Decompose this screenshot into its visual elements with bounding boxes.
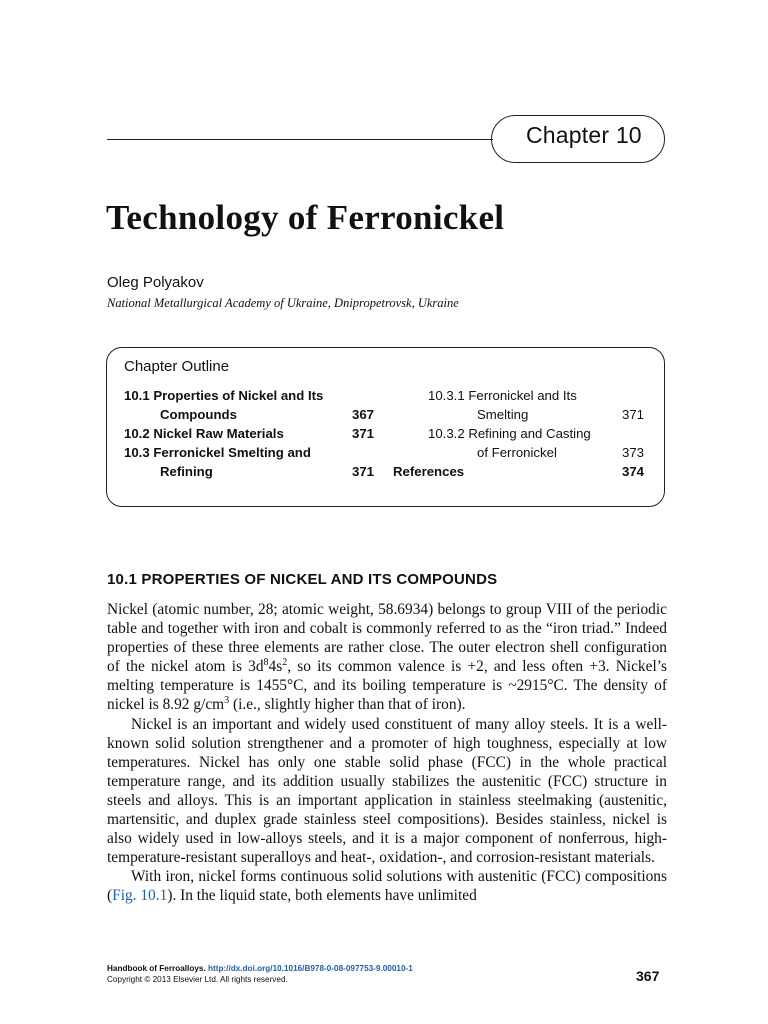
paragraph-3: With iron, nickel forms continuous solid solutions with austenitic (FCC) compositions (Fig. 10.1). In the liquid state, both elements have unlimited bbox=[107, 868, 667, 905]
outline-item-references[interactable]: References bbox=[393, 464, 465, 479]
footer-reference: Handbook of Ferroalloys. http://dx.doi.org/10.1016/B978-0-08-097753-9.00010-1 bbox=[107, 964, 413, 973]
paragraph-2: Nickel is an important and widely used constituent of many alloy steels. It is a well-known solid solution strengthener and a promoter of high toughness, especially at low temperatures. Nickel has only one stable solid phase (FCC) in the whole practical temperature range, and its addition usually stabilizes the austenitic (FCC) structure in steels and alloys. This is an important application in stainless steelmaking (austenitic, martensitic, and duplex grade stainless steel compositions). Besides stainless, nickel is also widely used in low-alloys steels, and it is a major component of nonferrous, high-temperature-resistant superalloys and heat-, oxidation-, and corrosion-resistant materials. bbox=[107, 715, 667, 867]
page-number: 367 bbox=[636, 968, 660, 984]
section-heading: 10.1 PROPERTIES OF NICKEL AND ITS COMPOUNDS bbox=[107, 571, 498, 588]
chapter-title: Technology of Ferronickel bbox=[106, 198, 505, 237]
outline-item-10-3-2[interactable]: 10.3.2 Refining and Casting bbox=[428, 426, 591, 441]
outline-page: 374 bbox=[622, 464, 645, 479]
outline-item-10-1[interactable]: 10.1 Properties of Nickel and Its bbox=[124, 388, 324, 403]
outline-item-10-3-1[interactable]: 10.3.1 Ferronickel and Its bbox=[428, 388, 577, 403]
doi-link[interactable]: http://dx.doi.org/10.1016/B978-0-08-097753-9.00010-1 bbox=[208, 964, 413, 973]
outline-item-10-3-cont[interactable]: Refining bbox=[160, 464, 213, 479]
outline-item-10-1-cont[interactable]: Compounds bbox=[160, 407, 237, 422]
outline-heading: Chapter Outline bbox=[124, 358, 230, 375]
outline-item-10-3[interactable]: 10.3 Ferronickel Smelting and bbox=[124, 445, 311, 460]
outline-page: 367 bbox=[352, 407, 375, 422]
footer-copyright: Copyright © 2013 Elsevier Ltd. All rights reserved. bbox=[107, 975, 288, 984]
chapter-label: Chapter 10 bbox=[526, 122, 642, 148]
figure-link[interactable]: Fig. 10.1 bbox=[112, 887, 168, 905]
outline-page: 373 bbox=[622, 445, 645, 460]
outline-page: 371 bbox=[622, 407, 645, 422]
outline-item-10-3-1-cont[interactable]: Smelting bbox=[477, 407, 529, 422]
body-text bbox=[107, 600, 667, 906]
outline-item-10-3-2-cont[interactable]: of Ferronickel bbox=[477, 445, 557, 460]
paragraph-1: Nickel (atomic number, 28; atomic weight, 58.6934) belongs to group VIII of the periodic table and together with iron and cobalt is commonly referred to as the “iron triad.” Indeed properties of these three elements are rather close. The outer electron shell configuration of the nickel atom is $3d^84s^2$, so its common valence is +2, and less often +3. Nickel’s melting temperature is 1455°C, and its boiling temperature is ~2915°C. The density of nickel is 8.92 $g/cm^3$ (i.e., slightly higher than that of iron). bbox=[107, 601, 667, 714]
outline-item-10-2[interactable]: 10.2 Nickel Raw Materials bbox=[124, 426, 284, 441]
author-affiliation: National Metallurgical Academy of Ukraine, Dnipropetrovsk, Ukraine bbox=[107, 296, 459, 310]
author-name: Oleg Polyakov bbox=[107, 274, 204, 291]
outline-page: 371 bbox=[352, 426, 375, 441]
outline-page: 371 bbox=[352, 464, 375, 479]
chapter-rule bbox=[107, 139, 493, 140]
